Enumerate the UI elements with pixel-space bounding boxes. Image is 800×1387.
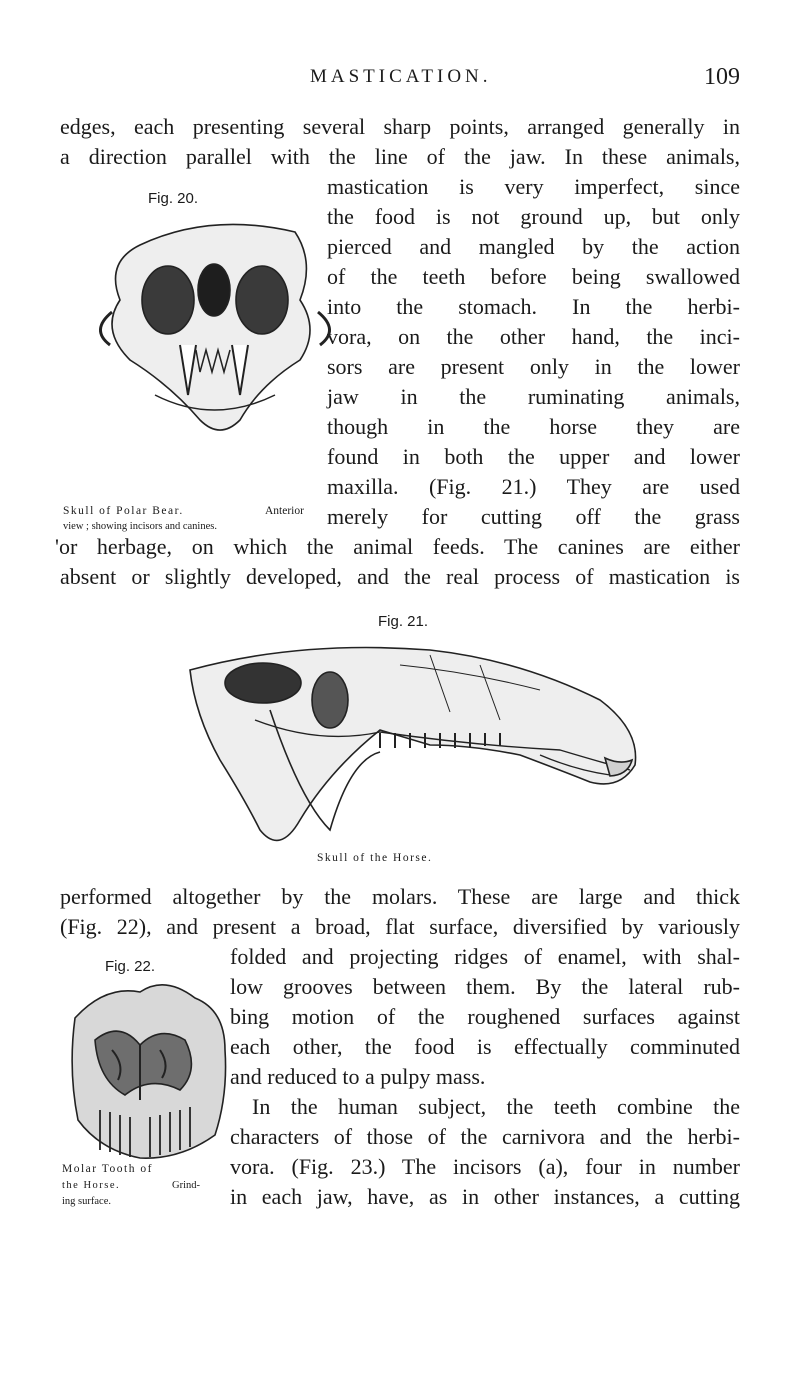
figure-22-label: Fig. 22. [105,958,156,975]
text-line: characters of those of the carnivora and the herbi- [230,1124,740,1149]
text-line: though in the horse they are [327,414,740,439]
text-line: the food is not ground up, but only [327,204,740,229]
figure-21-caption: Skull of the Horse. [317,852,433,864]
text-line: into the stomach. In the herbi- [327,294,740,319]
text-line: absent or slightly developed, and the real process of mastication is [60,564,740,589]
figure-21-label: Fig. 21. [378,613,429,630]
text-line: folded and projecting ridges of enamel, with shal- [230,944,740,969]
text-line: low grooves between them. By the lateral rub- [230,974,740,999]
text-line: bing motion of the roughened surfaces against [230,1004,740,1029]
text-line: merely for cutting off the grass [327,504,740,529]
figure-22-caption-surface: ing surface. [62,1196,111,1207]
text-line: sors are present only in the lower [327,354,740,379]
text-line: a direction parallel with the line of the jaw. In these animals, [60,144,740,169]
text-line: (Fig. 22), and present a broad, flat surface, diversified by variously [60,914,740,939]
figure-20-caption-description: view ; showing incisors and canines. [63,521,217,532]
text-line: In the human subject, the teeth combine the [252,1094,740,1119]
figure-22-caption-grind: Grind- [172,1180,200,1191]
text-line: each other, the food is effectually comminuted [230,1034,740,1059]
text-line: edges, each presenting several sharp points, arranged generally in [60,114,740,139]
figure-20-caption-title: Skull of Polar Bear. [63,505,184,517]
page-number: 109 [704,64,740,90]
figure-22-caption-horse: the Horse. [62,1180,121,1191]
figure-20-label: Fig. 20. [148,190,199,207]
text-line: mastication is very imperfect, since [327,174,740,199]
text-line: found in both the upper and lower [327,444,740,469]
figure-22-caption-title: Molar Tooth of [62,1163,153,1175]
figure-20-caption-anterior: Anterior [265,505,304,517]
text-line: maxilla. (Fig. 21.) They are used [327,474,740,499]
text-line: and reduced to a pulpy mass. [230,1064,486,1089]
text-line: vora. (Fig. 23.) The incisors (a), four in number [230,1154,740,1179]
text-line: jaw in the ruminating animals, [327,384,740,409]
text-line: of the teeth before being swallowed [327,264,740,289]
text-line: vora, on the other hand, the inci- [327,324,740,349]
text-line: in each jaw, have, as in other instances, a cutting [230,1184,740,1209]
text-line: pierced and mangled by the action [327,234,740,259]
text-line: performed altogether by the molars. These are large and thick [60,884,740,909]
text-line: 'or herbage, on which the animal feeds. The canines are either [55,534,740,559]
running-title: MASTICATION. [310,66,492,87]
